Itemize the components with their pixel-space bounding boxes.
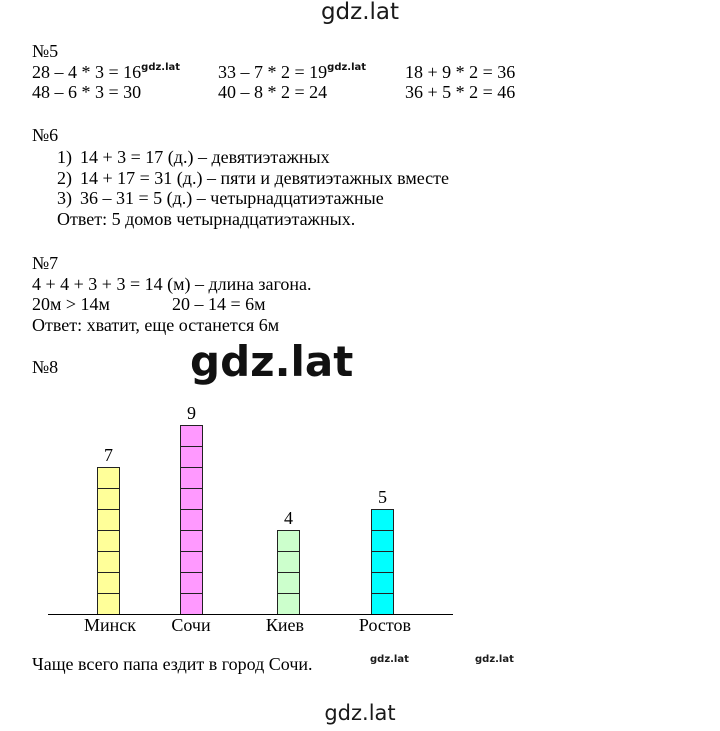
bar-cell	[98, 573, 120, 594]
bar	[181, 426, 203, 615]
task7-calculation: 4 + 4 + 3 + 3 = 14 (м) – длина загона.	[32, 274, 312, 294]
bar-cell	[372, 552, 394, 573]
bar-cell	[278, 552, 300, 573]
bar-cell	[98, 531, 120, 552]
bar-cell	[98, 468, 120, 489]
bar-cell	[181, 447, 203, 468]
task5-expression: 18 + 9 * 2 = 36	[405, 62, 516, 82]
bar-value-label: 7	[104, 445, 113, 465]
category-label: Минск	[83, 615, 137, 635]
bar-cell	[372, 573, 394, 594]
watermark-small: gdz.lat	[370, 654, 409, 665]
expression-text: 33 – 7 * 2 = 19	[218, 62, 328, 82]
watermark-center: gdz.lat	[190, 337, 354, 386]
step-text: 14 + 3 = 17 (д.) – девятиэтажных	[80, 147, 330, 167]
bar-cell	[278, 531, 300, 552]
bar-value-label: 5	[378, 487, 387, 507]
step-text: 36 – 31 = 5 (д.) – четырнадцатиэтажные	[80, 188, 384, 208]
task7-difference: 20 – 14 = 6м	[172, 294, 266, 314]
bar-cell	[278, 573, 300, 594]
watermark-sup: gdz.lat	[327, 62, 367, 73]
bar-cell	[181, 468, 203, 489]
watermark-top: gdz.lat	[320, 0, 400, 25]
task5-expression: 40 – 8 * 2 = 24	[218, 82, 328, 102]
bar	[372, 510, 394, 615]
watermark-small: gdz.lat	[475, 654, 514, 665]
watermark-sup: gdz.lat	[141, 62, 181, 73]
watermark-bottom: gdz.lat	[324, 701, 396, 725]
step-text: 14 + 17 = 31 (д.) – пяти и девятиэтажных вместе	[80, 168, 450, 188]
bar-cell	[181, 594, 203, 615]
task6-answer: Ответ: 5 домов четырнадцатиэтажных.	[57, 209, 356, 229]
bar	[278, 531, 300, 615]
bar-cell	[181, 426, 203, 447]
bar-value-label: 4	[284, 508, 293, 528]
step-number: 3)	[57, 188, 72, 208]
category-label: Киев	[265, 615, 305, 635]
bar-cell	[278, 594, 300, 615]
task5-heading: №5	[32, 41, 59, 61]
step-number: 1)	[57, 147, 72, 167]
task5-expression: 48 – 6 * 3 = 30	[32, 82, 142, 102]
task8-heading: №8	[32, 357, 59, 377]
bar-cell	[98, 489, 120, 510]
bar-cell	[181, 489, 203, 510]
task7-heading: №7	[32, 253, 59, 273]
bar-cell	[181, 510, 203, 531]
bar-cell	[98, 594, 120, 615]
bar-cell	[372, 594, 394, 615]
task8-conclusion: Чаще всего папа ездит в город Сочи.	[32, 654, 313, 674]
task6-heading: №6	[32, 125, 59, 145]
bar-value-label: 9	[187, 403, 196, 423]
task7-answer: Ответ: хватит, еще останется 6м	[32, 315, 280, 335]
expression-text: 28 – 4 * 3 = 16	[32, 62, 142, 82]
bar-cell	[98, 510, 120, 531]
bar-cell	[181, 531, 203, 552]
task7-comparison: 20м > 14м	[32, 294, 110, 314]
bar-cell	[98, 552, 120, 573]
category-label: Сочи	[171, 615, 211, 635]
bar	[98, 468, 120, 615]
bar-cell	[372, 510, 394, 531]
step-number: 2)	[57, 168, 72, 188]
bar-cell	[372, 531, 394, 552]
category-label: Ростов	[358, 615, 412, 635]
bar-cell	[181, 573, 203, 594]
bar-cell	[181, 552, 203, 573]
task5-expression: 36 + 5 * 2 = 46	[405, 82, 516, 102]
